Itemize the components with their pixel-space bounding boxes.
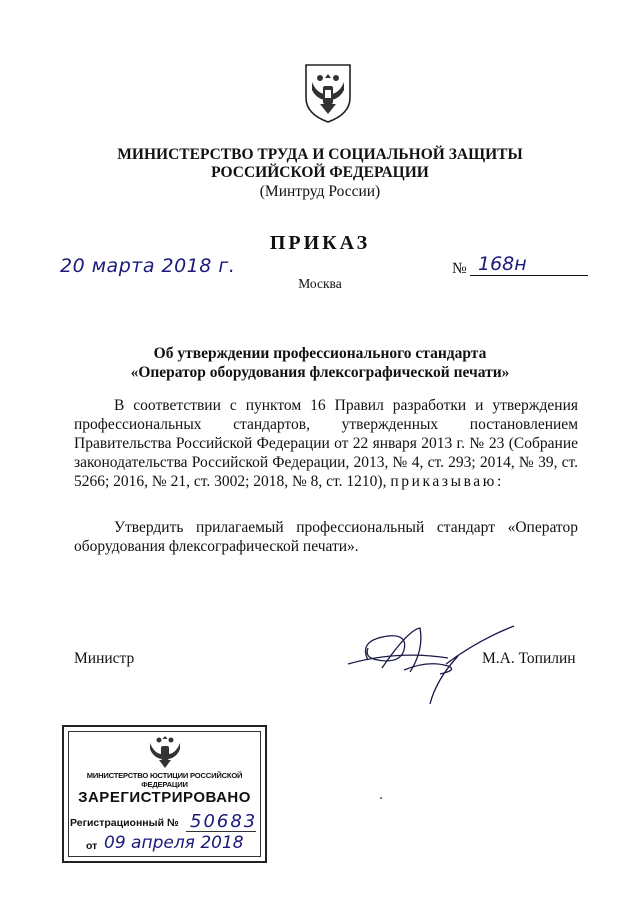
registration-stamp [62, 725, 267, 863]
order-title: ПРИКАЗ [269, 232, 371, 254]
order-number-sign: № [452, 260, 467, 277]
signer-name: М.А. Топилин [482, 650, 576, 667]
body-paragraph-1 [74, 396, 578, 491]
body-paragraph-2: Утвердить прилагаемый профессиональный стандарт «Оператор оборудования флексографической печати». [74, 519, 578, 555]
scan-speck [380, 797, 382, 799]
stamp-registered-label: ЗАРЕГИСТРИРОВАНО [78, 789, 251, 806]
ministry-name-line2: РОССИЙСКОЙ ФЕДЕРАЦИИ [211, 164, 429, 181]
order-subject-line2: «Оператор оборудования флексографической печати» [130, 364, 510, 381]
stamp-coat-of-arms-icon [146, 731, 184, 771]
ministry-name-line1: МИНИСТЕРСТВО ТРУДА И СОЦИАЛЬНОЙ ЗАЩИТЫ [117, 146, 523, 163]
order-subject [0, 344, 640, 382]
stamp-date-value: 09 апреля 2018 [104, 833, 244, 853]
order-subject-line1: Об утверждении профессионального стандарта [153, 345, 487, 362]
body-paragraph-1-text: В соответствии с пунктом 16 Правил разработки и утверждения профессиональных стандартов, утвержденных постановлением Правительства Российской Федерации от 22 января 2013 г. № 23 (Собрание законодательства Российской Федерации, 2013, № 4, ст. 293; 2014, № 39, ст. 5266; 2016, № 21, ст. 3002; 2018, № 8, ст. 1210), [74, 397, 578, 490]
body-paragraph-1-command: приказываю: [390, 473, 504, 490]
ministry-name [0, 146, 640, 182]
stamp-regno-value: 50683 [190, 811, 258, 832]
order-date: 20 марта 2018 г. [60, 255, 236, 277]
coat-of-arms-icon [302, 62, 354, 124]
order-number: 168н [478, 253, 527, 275]
ministry-short-name: (Минтруд России) [259, 183, 381, 200]
order-city: Москва [298, 276, 342, 291]
stamp-organization: МИНИСТЕРСТВО ЮСТИЦИИ РОССИЙСКОЙ ФЕДЕРАЦИИ [86, 771, 243, 789]
handwritten-signature-icon [338, 620, 528, 710]
signer-position: Министр [74, 650, 135, 667]
stamp-date-label: от [86, 840, 98, 852]
stamp-regno-label: Регистрационный № [70, 817, 179, 829]
